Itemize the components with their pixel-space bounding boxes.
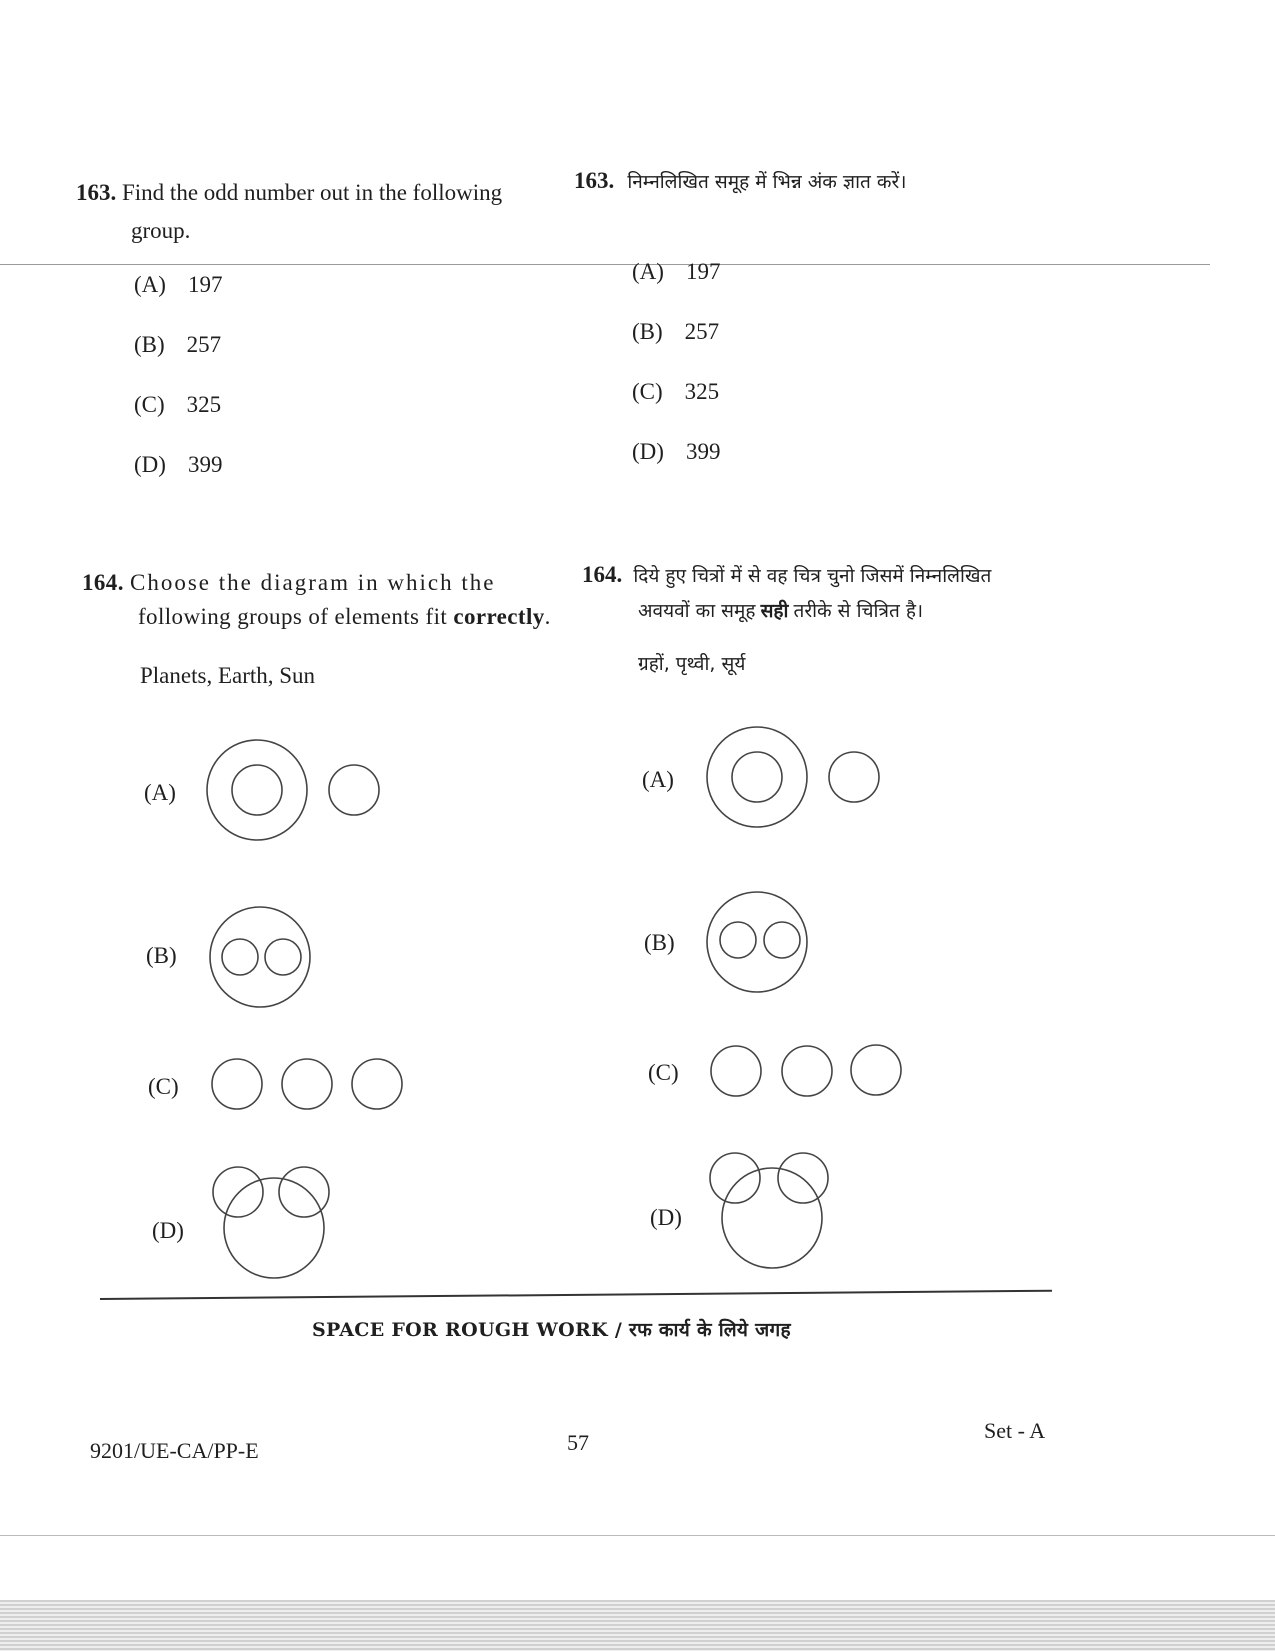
q164-option-a-label-hi[interactable]: (A) xyxy=(642,767,674,792)
outer-circle xyxy=(707,892,807,992)
q164-diagram-c-hi[interactable] xyxy=(706,1042,906,1102)
q163-english-question xyxy=(76,174,502,250)
outer-circle xyxy=(707,727,807,827)
q163-hindi-text: निम्नलिखित समूह में भिन्न अंक ज्ञात करें। xyxy=(627,171,907,193)
q163-option-b-hi[interactable]: (B) 257 xyxy=(632,319,720,344)
q164-diagram-a-en[interactable] xyxy=(200,735,390,845)
q164-english-question: 164. Choose the diagram in which the following groups of elements fit correctly. xyxy=(82,570,551,629)
set-label: Set - A xyxy=(984,1418,1046,1443)
q164-number-en: 164. xyxy=(82,570,124,595)
q164-diagram-d-en[interactable] xyxy=(208,1160,338,1285)
inner-circle xyxy=(232,765,282,815)
q164-hindi-items: ग्रहों, पृथ्वी, सूर्य xyxy=(638,653,746,675)
q163-english-line1: Find the odd number out in the following xyxy=(122,180,503,205)
q163-option-d-en[interactable]: (D) 399 xyxy=(134,452,223,477)
q163-option-d-hi[interactable]: (D) 399 xyxy=(632,439,721,464)
q164-diagram-b-en[interactable] xyxy=(205,903,315,1013)
q163-option-c-hi[interactable]: (C) 325 xyxy=(632,379,720,404)
q163-option-a-hi[interactable]: (A) 197 xyxy=(632,259,721,284)
q164-option-d-label-en[interactable]: (D) xyxy=(152,1218,184,1243)
bottom-edge xyxy=(0,1535,1275,1536)
inner-circle-left xyxy=(222,939,258,975)
q164-hindi-bold: सही xyxy=(760,600,789,622)
q164-option-b-label-en[interactable]: (B) xyxy=(146,943,177,968)
q164-diagram-c-en[interactable] xyxy=(208,1055,408,1115)
inner-circle-right xyxy=(265,939,301,975)
q163-number-en: 163. xyxy=(76,180,117,205)
rough-work-label: SPACE FOR ROUGH WORK / रफ कार्य के लिये जगह xyxy=(312,1319,791,1341)
circle-2 xyxy=(782,1046,832,1096)
q164-option-d-label-hi[interactable]: (D) xyxy=(650,1205,682,1230)
separate-circle xyxy=(829,752,879,802)
inner-circle xyxy=(732,752,782,802)
circle-2 xyxy=(282,1059,332,1109)
q163-hindi-question xyxy=(574,168,906,194)
header-divider xyxy=(0,264,1210,265)
large-circle xyxy=(224,1178,324,1278)
small-circle-left xyxy=(710,1153,760,1203)
q164-hindi-line1: दिये हुए चित्रों में से वह चित्र चुनो जिसमें निम्नलिखित xyxy=(633,565,992,587)
q164-diagram-d-hi[interactable] xyxy=(706,1150,836,1275)
rough-work-rule xyxy=(100,1290,1052,1300)
circle-1 xyxy=(711,1046,761,1096)
page-number: 57 xyxy=(567,1430,589,1455)
inner-circle-left xyxy=(720,922,756,958)
q163-option-b-en[interactable]: (B) 257 xyxy=(134,332,222,357)
q164-english-line2: following groups of elements fit xyxy=(138,604,448,629)
q164-option-a-label-en[interactable]: (A) xyxy=(144,780,176,805)
q164-english-bold: correctly xyxy=(453,604,545,629)
small-circle-left xyxy=(213,1167,263,1217)
q164-hindi-question xyxy=(582,558,991,629)
q164-english-line1: Choose the diagram in which the xyxy=(130,570,496,595)
circle-3 xyxy=(352,1059,402,1109)
q163-option-a-en[interactable]: (A) 197 xyxy=(134,272,223,297)
circle-3 xyxy=(851,1045,901,1095)
q164-diagram-b-hi[interactable] xyxy=(702,888,812,998)
bottom-scan-band xyxy=(0,1600,1275,1651)
outer-circle xyxy=(210,907,310,1007)
q164-hindi-line2-pre: अवयवों का समूह xyxy=(638,600,756,622)
large-circle xyxy=(722,1168,822,1268)
small-circle-right xyxy=(279,1167,329,1217)
outer-circle xyxy=(207,740,307,840)
circle-1 xyxy=(212,1059,262,1109)
q164-hindi-line2-post: तरीके से चित्रित है। xyxy=(793,600,924,622)
q164-number-hi: 164. xyxy=(582,562,623,587)
q164-english-items: Planets, Earth, Sun xyxy=(140,663,316,688)
q164-option-c-label-hi[interactable]: (C) xyxy=(648,1060,679,1085)
q163-number-hi: 163. xyxy=(574,168,615,193)
separate-circle xyxy=(329,765,379,815)
q164-diagram-a-hi[interactable] xyxy=(700,725,890,835)
paper-code: 9201/UE-CA/PP-E xyxy=(90,1438,259,1463)
q164-option-b-label-hi[interactable]: (B) xyxy=(644,930,675,955)
inner-circle-right xyxy=(764,922,800,958)
q163-option-c-en[interactable]: (C) 325 xyxy=(134,392,222,417)
q164-option-c-label-en[interactable]: (C) xyxy=(148,1074,179,1099)
q163-english-line2: group. xyxy=(131,218,191,243)
